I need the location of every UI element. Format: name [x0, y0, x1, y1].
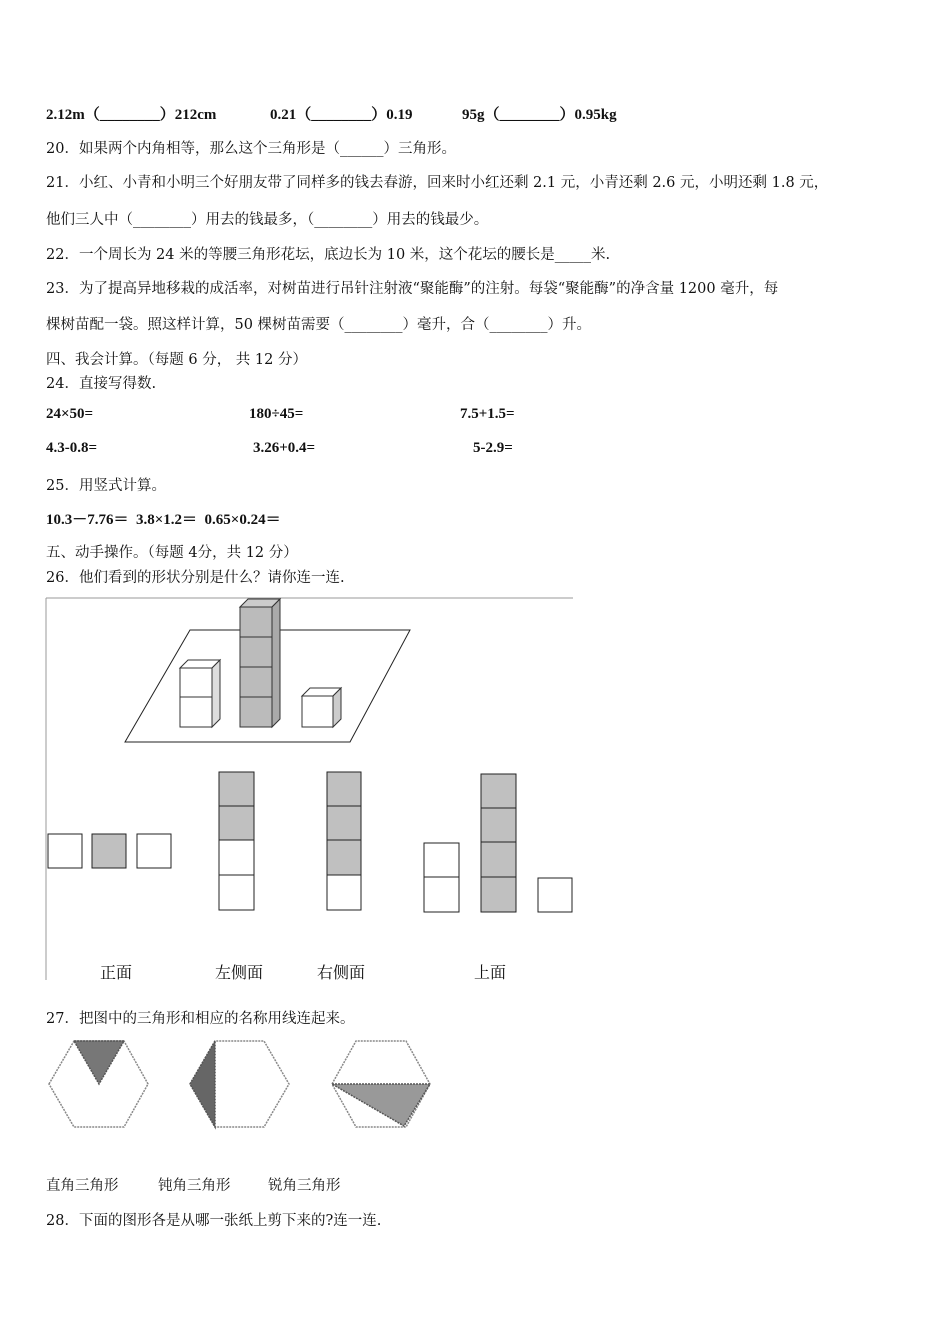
triangle-name-right: 直角三角形 [46, 1178, 119, 1194]
q19-item-2: 0.21（________）0.19 [270, 107, 413, 123]
q24-item-5: 3.26+0.4= [253, 440, 316, 456]
label-right-view: 右侧面 [317, 963, 366, 982]
label-front-view: 正面 [100, 963, 133, 982]
q24-item-3: 7.5+1.5= [460, 406, 515, 422]
hexagon-figures [49, 1041, 430, 1127]
triangle-name-obtuse: 钝角三角形 [158, 1178, 231, 1194]
q24-item-6: 5-2.9= [473, 440, 513, 456]
section-5-heading: 五、动手操作。（每题 4分，共 12 分） [46, 545, 298, 561]
triangle-name-acute: 锐角三角形 [268, 1178, 341, 1194]
question-26: 26．他们看到的形状分别是什么？请你连一连. [46, 570, 345, 586]
question-27: 27．把图中的三角形和相应的名称用线连起来。 [46, 1011, 355, 1027]
q24-item-4: 4.3-0.8= [46, 440, 98, 456]
q25-items: 10.3－7.76＝ 3.8×1.2＝ 0.65×0.24＝ [46, 512, 281, 528]
question-23-line1: 23．为了提高异地移栽的成活率，对树苗进行吊针注射液“聚能酶”的注射。每袋“聚能酶”的净含量 1200 毫升，每 [46, 281, 779, 297]
view-options [48, 772, 572, 912]
question-21-line2: 他们三人中（________）用去的钱最多，（________）用去的钱最少。 [46, 212, 489, 228]
cube-stacks [180, 599, 341, 727]
question-24: 24．直接写得数. [46, 376, 157, 392]
q24-item-1: 24×50= [46, 406, 94, 422]
q19-item-3: 95g（________）0.95kg [462, 107, 617, 123]
question-20: 20．如果两个内角相等，那么这个三角形是（______）三角形。 [46, 141, 456, 157]
label-left-view: 左侧面 [215, 963, 264, 982]
question-25: 25．用竖式计算。 [46, 478, 166, 494]
label-top-view: 上面 [474, 963, 507, 982]
question-28: 28．下面的图形各是从哪一张纸上剪下来的?连一连. [46, 1213, 382, 1229]
q24-item-2: 180÷45= [249, 406, 304, 422]
q19-item-1: 2.12m（________）212cm [46, 107, 217, 123]
question-21-line1: 21．小红、小青和小明三个好朋友带了同样多的钱去春游，回来时小红还剩 2.1 元，小青还剩 2.6 元，小明还剩 1.8 元， [46, 175, 829, 191]
section-4-heading: 四、我会计算。（每题 6 分， 共 12 分） [46, 352, 307, 368]
question-23-line2: 棵树苗配一袋。照这样计算，50 棵树苗需要（________）毫升，合（________）升。 [46, 317, 592, 333]
question-22: 22．一个周长为 24 米的等腰三角形花坛，底边长为 10 米，这个花坛的腰长是_____米. [46, 247, 611, 263]
